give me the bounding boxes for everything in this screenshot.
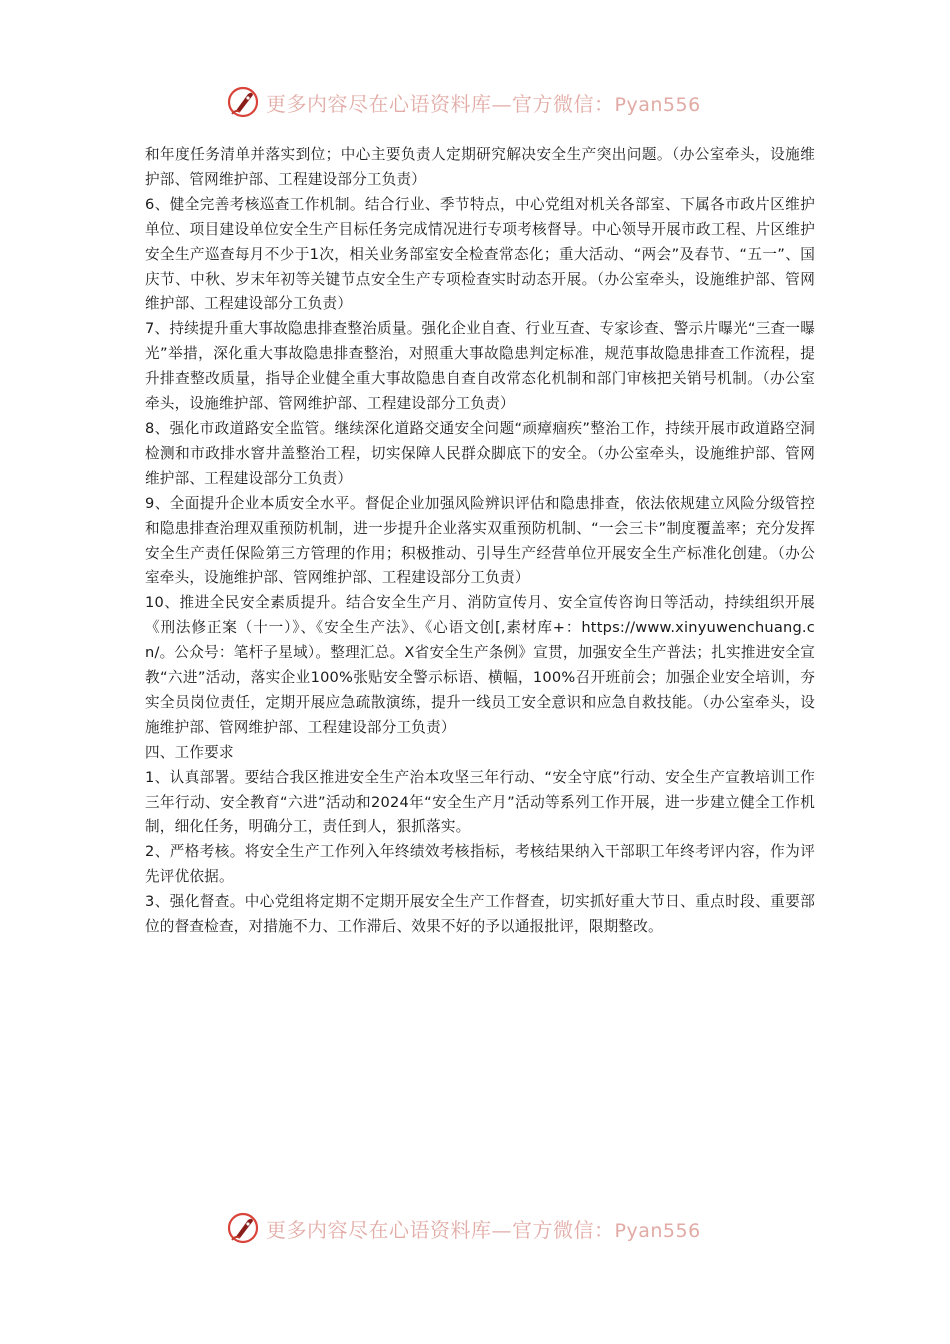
watermark-text: 更多内容尽在心语资料库—官方微信： (266, 91, 615, 116)
watermark-wechat-id: Pyan556 (614, 1219, 701, 1242)
paragraph-continuation: 和年度任务清单并落实到位；中心主要负责人定期研究解决安全生产突出问题。（办公室牵头，设施维护部、管网维护部、工程建设部分工负责） (145, 146, 815, 188)
paragraph-item-9: 9、全面提升企业本质安全水平。督促企业加强风险辨识评估和隐患排查，依法依规建立风险分级管控和隐患排查治理双重预防机制，进一步提升企业落实双重预防机制、“一会三卡”制度覆盖率；充分发挥安全生产责任保险第三方管理的作用；积极推动、引导生产经营单位开展安全生产标准化创建。（办公室牵头，设施维护部、管网维护部、工程建设部分工负责） (145, 494, 815, 587)
paragraph-item-8: 8、强化市政道路安全监管。继续深化道路交通安全问题“顽瘴痼疾”整治工作，持续开展市政道路空洞检测和市政排水窨井盖整治工程，切实保障人民群众脚底下的安全。（办公室牵头，设施维护部、管网维护部、工程建设部分工负责） (145, 419, 815, 487)
section-heading-requirements: 四、工作要求 (145, 743, 234, 761)
watermark-text: 更多内容尽在心语资料库—官方微信： (266, 1217, 615, 1242)
requirement-item-1: 1、认真部署。要结合我区推进安全生产治本攻坚三年行动、“安全守底”行动、安全生产宣教培训工作三年行动、安全教育“六进”活动和2024年“安全生产月”活动等系列工作开展，进一步建立健全工作机制，细化任务，明确分工，责任到人，狠抓落实。 (145, 768, 815, 836)
requirement-item-2: 2、严格考核。将安全生产工作列入年终绩效考核指标，考核结果纳入干部职工年终考评内容，作为评先评优依据。 (145, 843, 815, 886)
watermark-footer (226, 1210, 726, 1246)
paragraph-item-10: 10、推进全民安全素质提升。结合安全生产月、消防宣传月、安全宣传咨询日等活动，持续组织开展《刑法修正案（十一）》、《安全生产法》、《心语文创[,素材库+：https://www.xinyuwenchuang.cn/。公众号：笔杆子星域）。整理汇总。X省安全生产条例》宣贯，加强安全生产普法；扎实推进安全宣教“六进”活动，落实企业100%张贴安全警示标语、横幅，100%召开班前会；加强企业安全培训，夯实全员岗位责任，定期开展应急疏散演练，提升一线员工安全意识和应急自救技能。（办公室牵头，设施维护部、管网维护部、工程建设部分工负责） (145, 594, 815, 736)
paragraph-item-7: 7、持续提升重大事故隐患排查整治质量。强化企业自查、行业互查、专家诊查、警示片曝光“三查一曝光”举措，深化重大事故隐患排查整治，对照重大事故隐患判定标准，规范事故隐患排查工作流程，提升排查整改质量，指导企业健全重大事故隐患自查自改常态化机制和部门审核把关销号机制。（办公室牵头，设施维护部、管网维护部、工程建设部分工负责） (145, 320, 815, 413)
watermark-wechat-id: Pyan556 (614, 93, 701, 116)
requirement-item-3: 3、强化督查。中心党组将定期不定期开展安全生产工作督查，切实抓好重大节日、重点时段、重要部位的督查检查，对措施不力、工作滞后、效果不好的予以通报批评，限期整改。 (145, 893, 815, 936)
paragraph-item-6: 6、健全完善考核巡查工作机制。结合行业、季节特点，中心党组对机关各部室、下属各市政片区维护单位、项目建设单位安全生产目标任务完成情况进行专项考核督导。中心领导开展市政工程、片区维护安全生产巡查每月不少于1次，相关业务部室安全检查常态化；重大活动、“两会”及春节、“五一”、国庆节、中秋、岁末年初等关键节点安全生产专项检查实时动态开展。（办公室牵头，设施维护部、管网维护部、工程建设部分工负责） (145, 195, 815, 313)
watermark-header (226, 84, 726, 120)
quill-pen-logo-icon (226, 1211, 260, 1245)
document-body (145, 143, 815, 940)
quill-pen-logo-icon (226, 85, 260, 119)
